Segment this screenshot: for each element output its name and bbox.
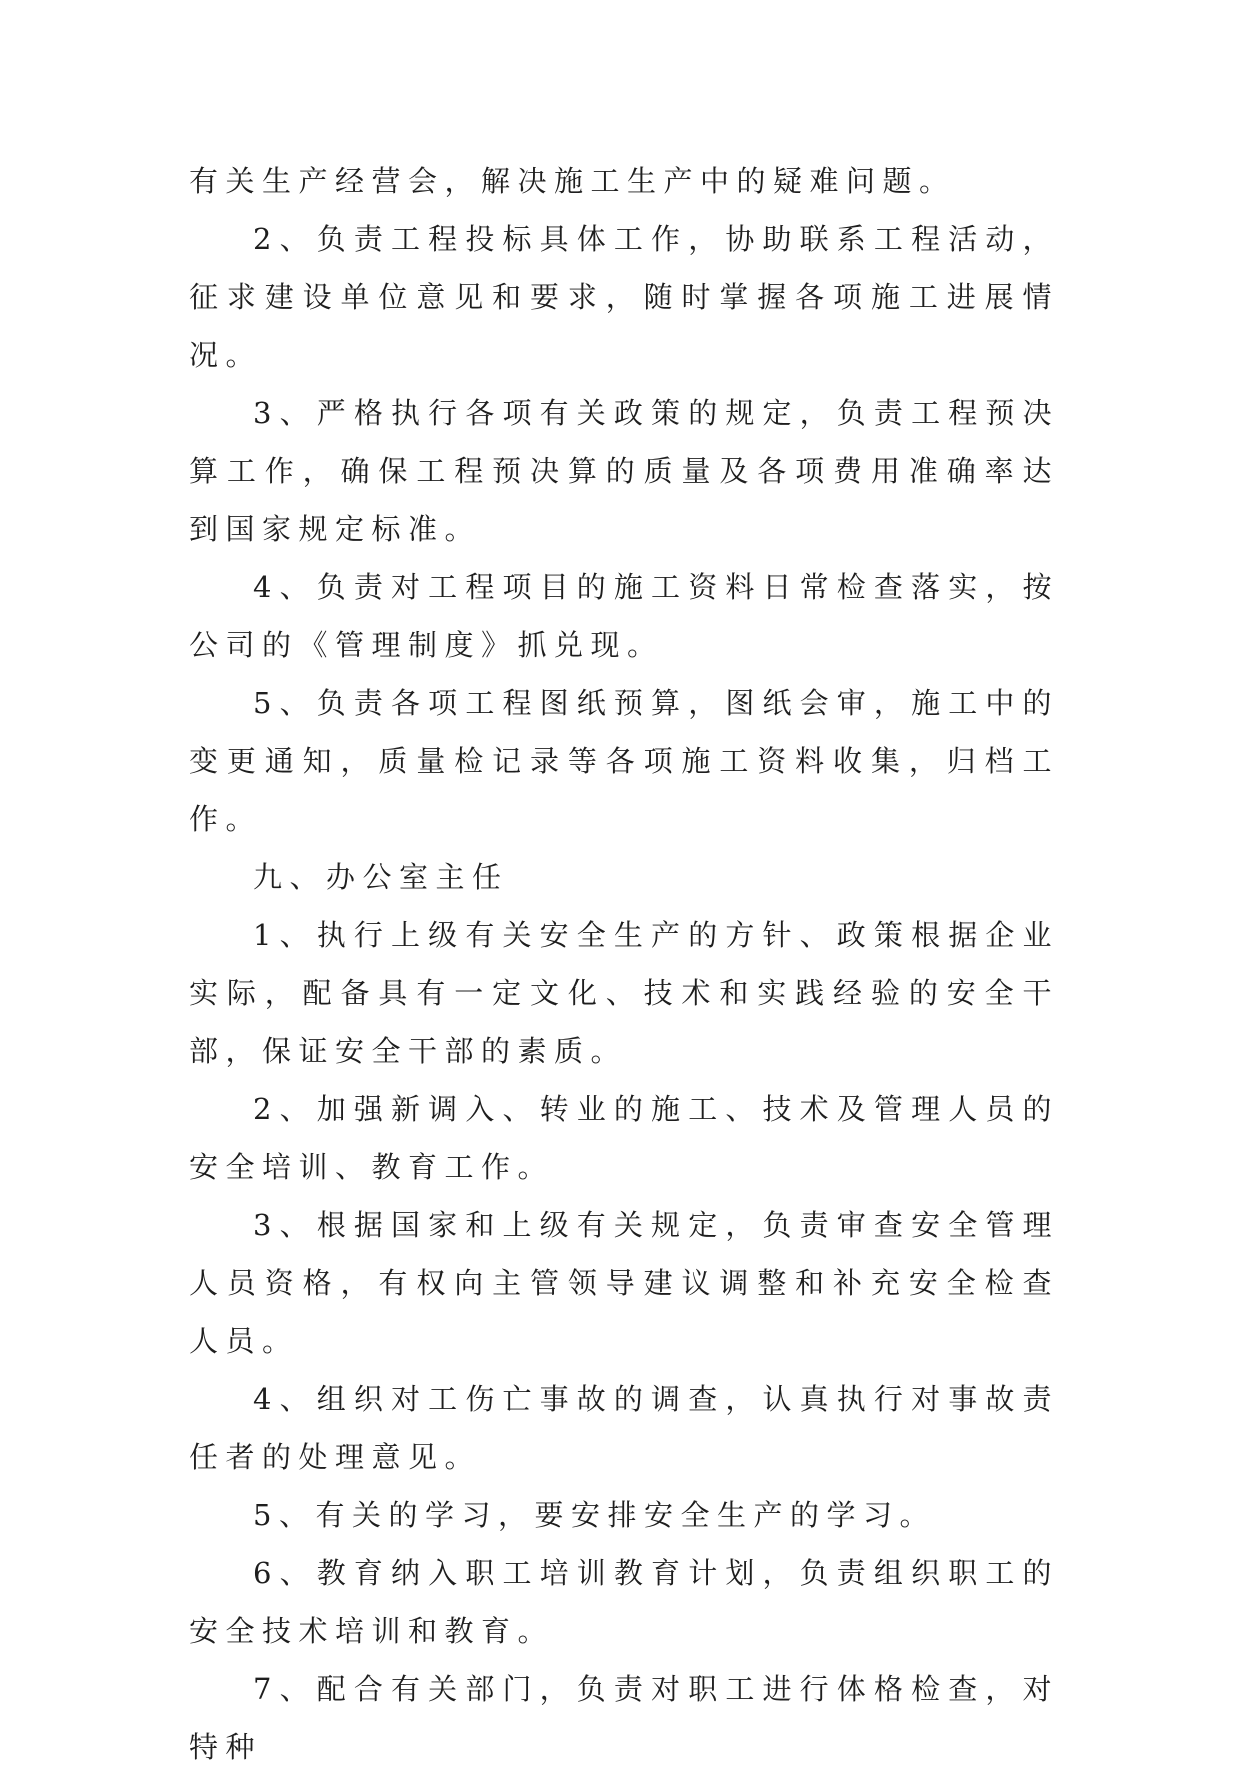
paragraph-item-1: 1、执行上级有关安全生产的方针、政策根据企业实际，配备具有一定文化、技术和实践经验的安全干部，保证安全干部的素质。 — [189, 918, 1059, 1068]
paragraph-item-5: 5、负责各项工程图纸预算，图纸会审，施工中的变更通知，质量检记录等各项施工资料收集，归档工作。 — [189, 686, 1059, 836]
paragraph-continuation: 有关生产经营会，解决施工生产中的疑难问题。 — [189, 164, 956, 198]
section-heading: 九、办公室主任 — [253, 860, 509, 894]
paragraph-item-4: 4、负责对工程项目的施工资料日常检查落实，按公司的《管理制度》抓兑现。 — [189, 570, 1059, 662]
paragraph-item-2: 2、加强新调入、转业的施工、技术及管理人员的安全培训、教育工作。 — [189, 1092, 1059, 1184]
paragraph-item-5: 5、有关的学习，要安排安全生产的学习。 — [253, 1498, 936, 1532]
paragraph-item-7: 7、配合有关部门，负责对职工进行体格检查，对特种 — [189, 1672, 1059, 1764]
paragraph-item-3: 3、严格执行各项有关政策的规定，负责工程预决算工作，确保工程预决算的质量及各项费用准确率达到国家规定标准。 — [189, 396, 1059, 546]
paragraph-item-6: 6、教育纳入职工培训教育计划，负责组织职工的安全技术培训和教育。 — [189, 1556, 1059, 1648]
paragraph-item-4: 4、组织对工伤亡事故的调查，认真执行对事故责任者的处理意见。 — [189, 1382, 1059, 1474]
paragraph-item-2: 2、负责工程投标具体工作，协助联系工程活动，征求建设单位意见和要求，随时掌握各项施工进展情况。 — [189, 222, 1059, 372]
document-body — [189, 152, 1059, 1776]
paragraph-item-3: 3、根据国家和上级有关规定，负责审查安全管理人员资格，有权向主管领导建议调整和补充安全检查人员。 — [189, 1208, 1059, 1358]
